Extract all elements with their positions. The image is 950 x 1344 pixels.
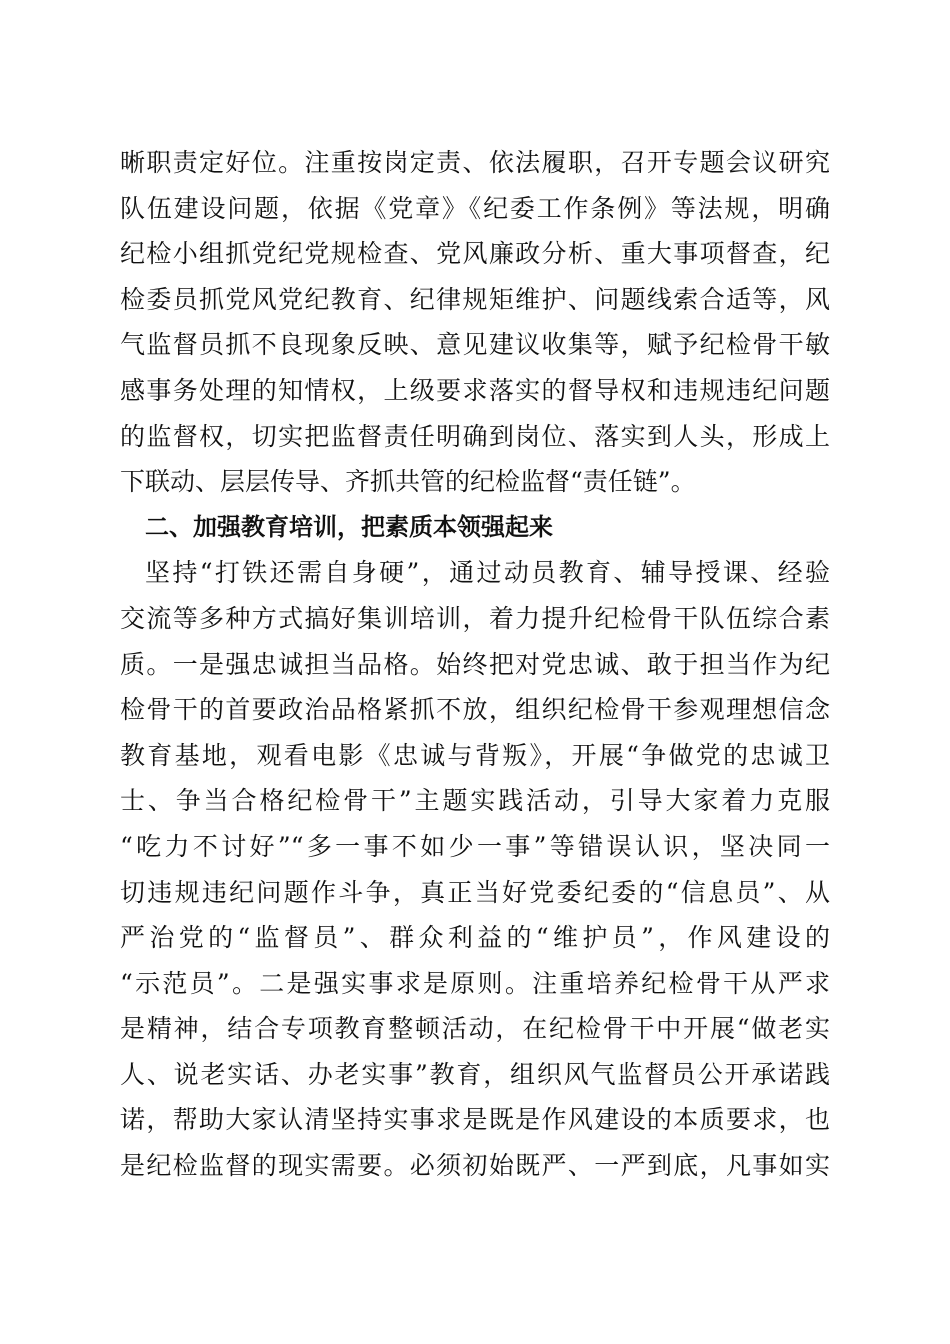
paragraph-line: 人、说老实话、办老实事”教育，组织风气监督员公开承诺践	[120, 1059, 830, 1089]
paragraph-line: 切违规违纪问题作斗争，真正当好党委纪委的“信息员”、从	[120, 877, 830, 907]
paragraph-line: 交流等多种方式搞好集训培训，着力提升纪检骨干队伍综合素	[120, 603, 830, 633]
paragraph-line: 是纪检监督的现实需要。必须初始既严、一严到底，凡事如实	[120, 1151, 830, 1181]
paragraph-line: 坚持“打铁还需自身硬”，通过动员教育、辅导授课、经验	[145, 558, 830, 588]
paragraph-line: 队伍建设问题，依据《党章》《纪委工作条例》等法规，明确	[120, 193, 830, 223]
paragraph-line: 纪检小组抓党纪党规检查、党风廉政分析、重大事项督查，纪	[120, 239, 830, 269]
paragraph-line: 严治党的“监督员”、群众利益的“维护员”，作风建设的	[120, 923, 830, 953]
paragraph-line: 是精神，结合专项教育整顿活动，在纪检骨干中开展“做老实	[120, 1014, 830, 1044]
paragraph-line: 的监督权，切实把监督责任明确到岗位、落实到人头，形成上	[120, 421, 830, 451]
paragraph-line: 感事务处理的知情权，上级要求落实的督导权和违规违纪问题	[120, 375, 830, 405]
paragraph-line: “示范员”。二是强实事求是原则。注重培养纪检骨干从严求	[120, 968, 830, 998]
document-body	[120, 140, 830, 1189]
paragraph-line: 下联动、层层传导、齐抓共管的纪检监督“责任链”。	[120, 467, 696, 497]
paragraph-line: 检委员抓党风党纪教育、纪律规矩维护、问题线索合适等，风	[120, 284, 830, 314]
paragraph-line: 士、争当合格纪检骨干”主题实践活动，引导大家着力克服	[120, 786, 830, 816]
paragraph-line: 教育基地，观看电影《忠诚与背叛》，开展“争做党的忠诚卫	[120, 740, 830, 770]
paragraph-line: “吃力不讨好”“多一事不如少一事”等错误认识，坚决同一	[120, 831, 830, 861]
section-2-heading: 二、加强教育培训，把素质本领强起来	[145, 512, 553, 541]
paragraph-line: 检骨干的首要政治品格紧抓不放，组织纪检骨干参观理想信念	[120, 695, 830, 725]
paragraph-line: 诺，帮助大家认清坚持实事求是既是作风建设的本质要求，也	[120, 1105, 830, 1135]
section-1-paragraph	[120, 140, 830, 505]
paragraph-line: 晰职责定好位。注重按岗定责、依法履职，召开专题会议研究	[120, 148, 830, 177]
section-2-paragraph	[120, 550, 830, 1188]
paragraph-line: 质。一是强忠诚担当品格。始终把对党忠诚、敢于担当作为纪	[120, 649, 830, 679]
paragraph-line: 气监督员抓不良现象反映、意见建议收集等，赋予纪检骨干敏	[120, 330, 830, 360]
